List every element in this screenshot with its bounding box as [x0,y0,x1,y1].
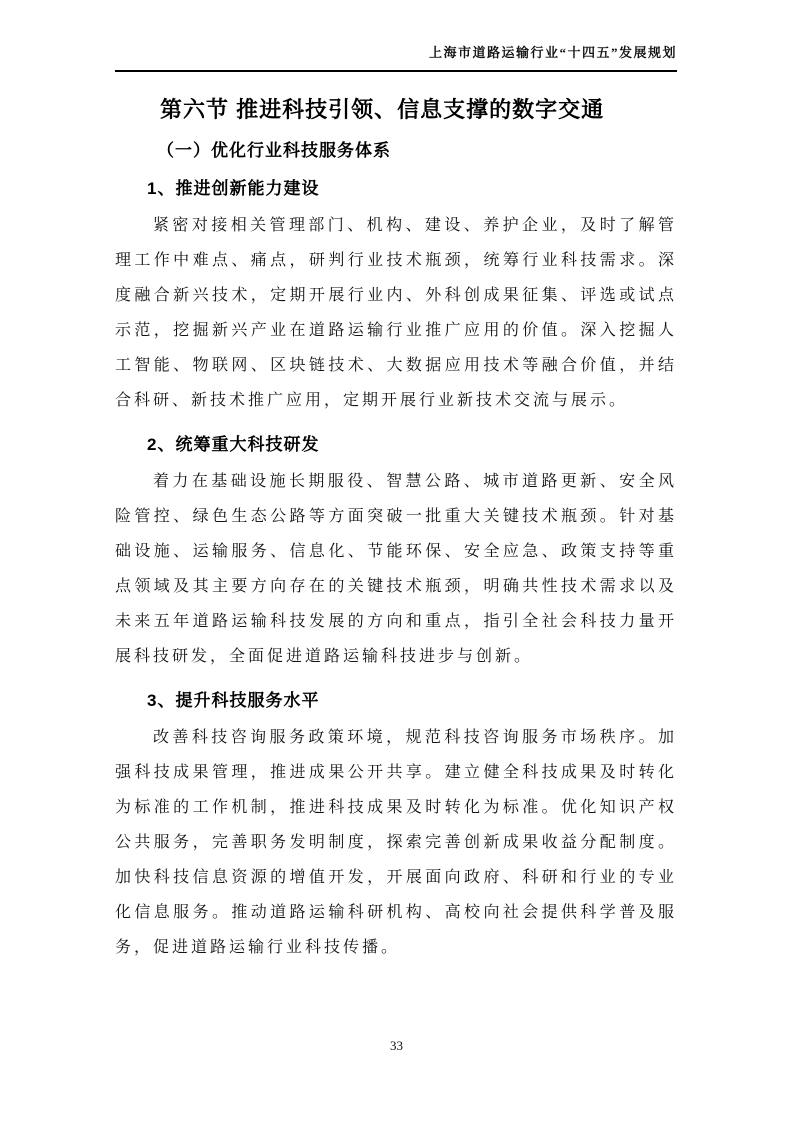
subsection-title: （一）优化行业科技服务体系 [157,141,391,160]
page-content [115,0,677,965]
content-block [115,690,677,965]
block-heading: 1、推进创新能力建设 [147,179,320,198]
page-number: 33 [390,1038,403,1053]
block-paragraph: 着力在基础设施长期服役、智慧公路、城市道路更新、安全风险管控、绿色生态公路等方面突破一批重大关键技术瓶颈。针对基础设施、运输服务、信息化、节能环保、安全应急、政策支持等重点领域及其主要方向存在的关键技术瓶颈，明确共性技术需求以及未来五年道路运输科技发展的方向和重点，指引全社会科技力量开展科技研发，全面促进道路运输科技进步与创新。 [115,473,677,665]
block-heading: 3、提升科技服务水平 [147,691,320,710]
content-block [115,434,677,674]
running-header [115,44,677,72]
block-paragraph: 改善科技咨询服务政策环境，规范科技咨询服务市场秩序。加强科技成果管理，推进成果公开共享。建立健全科技成果及时转化为标准的工作机制，推进科技成果及时转化为标准。优化知识产权公共服务，完善职务发明制度，探索完善创新成果收益分配制度。加快科技信息资源的增值开发，开展面向政府、科研和行业的专业化信息服务。推动道路运输科研机构、高校向社会提供科学普及服务，促进道路运输行业科技传播。 [115,729,677,956]
block-heading: 2、统筹重大科技研发 [147,435,320,454]
running-header-title: 上海市道路运输行业“十四五”发展规划 [428,45,677,60]
content-block [115,178,677,418]
section-title: 第六节 推进科技引领、信息支撑的数字交通 [160,97,605,122]
block-paragraph: 紧密对接相关管理部门、机构、建设、养护企业，及时了解管理工作中难点、痛点，研判行业技术瓶颈，统筹行业科技需求。深度融合新兴技术，定期开展行业内、外科创成果征集、评选或试点示范，挖掘新兴产业在道路运输行业推广应用的价值。深入挖掘人工智能、物联网、区块链技术、大数据应用技术等融合价值，并结合科研、新技术推广应用，定期开展行业新技术交流与展示。 [115,217,677,409]
